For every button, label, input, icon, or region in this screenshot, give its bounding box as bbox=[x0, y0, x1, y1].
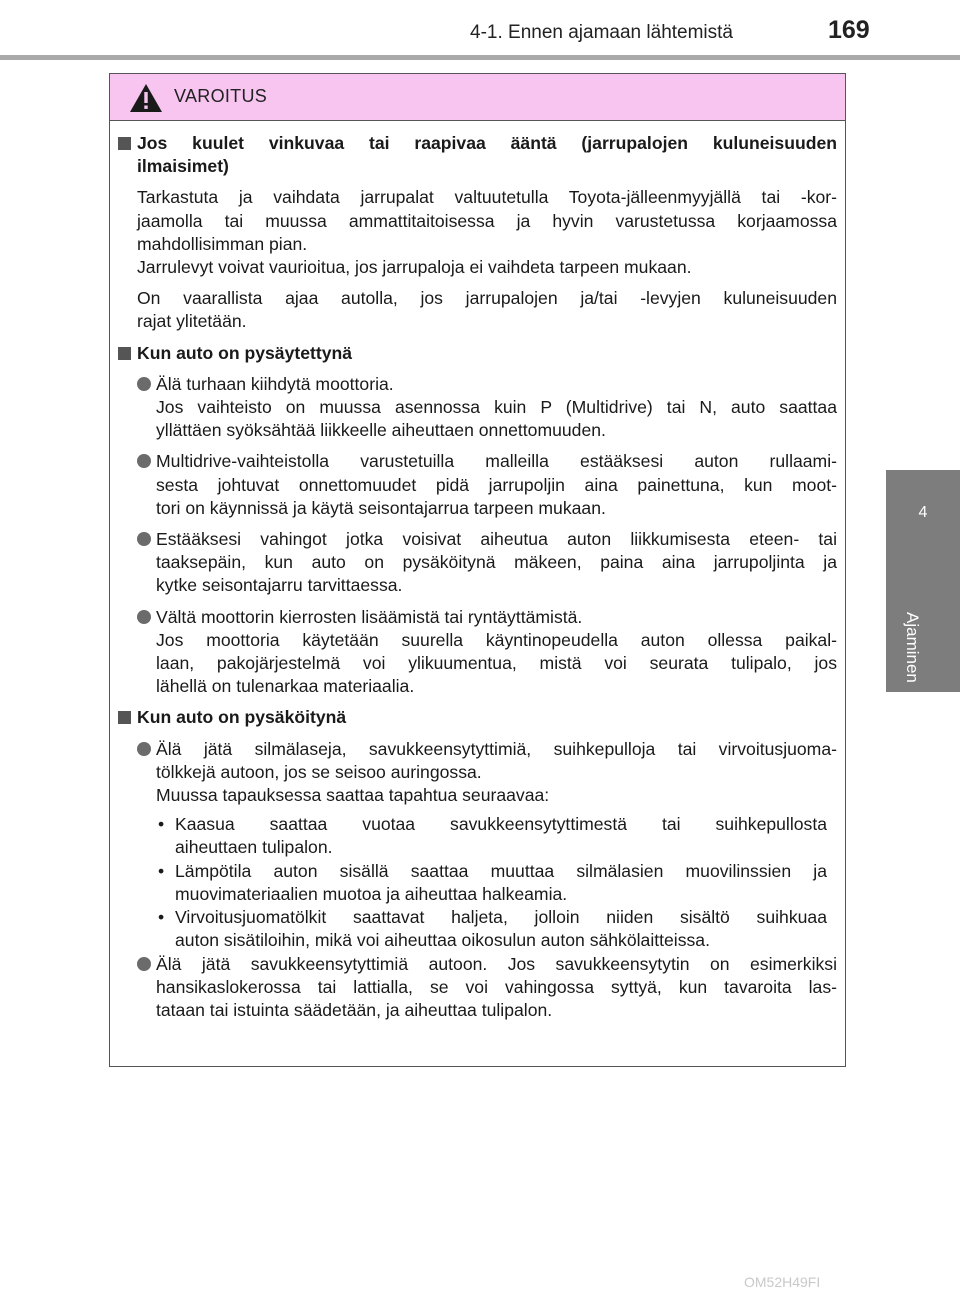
section-heading-parked: Kun auto on pysäköitynä bbox=[118, 706, 837, 729]
circle-bullet-icon bbox=[137, 377, 151, 391]
circle-bullet-icon bbox=[137, 532, 151, 546]
warning-header bbox=[110, 74, 845, 121]
dash-list-item: • Virvoitusjuomatölkit saattavat haljeta, jolloin niiden sisältö suihkuaa auton sisätiloihin, mikä voi aiheuttaa oikosulun auton sähkölaitteissa. bbox=[158, 907, 827, 951]
warning-box bbox=[109, 73, 846, 1067]
dash-bullet-icon: • bbox=[158, 814, 165, 835]
chapter-side-tab bbox=[886, 470, 960, 692]
dash-list bbox=[156, 813, 827, 952]
dash-list-item: • Lämpötila auton sisällä saattaa muuttaa silmälasien muovilinssien ja muovimateriaalien muotoa ja aiheuttaa halkeamia. bbox=[158, 860, 827, 904]
dash-bullet-icon: • bbox=[158, 860, 165, 881]
square-bullet-icon bbox=[118, 137, 131, 150]
list-item: Multidrive-vaihteistolla varustetuilla malleilla estääksesi auton rullaami- sesta johtuvat onnettomuudet pidä jarrupoljin aina painettuna, kun moot- tori on käynnissä ja käytä seisontajarrua tarpeen mukaan. bbox=[137, 450, 837, 520]
paragraph: Tarkastuta ja vaihdata jarrupalat valtuutetulla Toyota-jälleenmyyjällä tai -kor- jaamolla tai muussa ammattitaitoisessa ja hyvin varustetussa korjaamossa mahdollisimman pian. Jarrulevyt voivat vaurioitua, jos jarrupaloja ei vaihdeta tarpeen mukaan. bbox=[137, 187, 837, 278]
page-number: 169 bbox=[828, 16, 870, 44]
warning-content bbox=[110, 121, 845, 1022]
chapter-number: 4 bbox=[918, 504, 928, 521]
circle-bullet-icon bbox=[137, 454, 151, 468]
chapter-label: Ajaminen bbox=[903, 612, 922, 683]
dash-bullet-icon: • bbox=[158, 907, 165, 928]
list-item: Älä turhaan kiihdytä moottoria. Jos vaihteisto on muussa asennossa kuin P (Multidrive) tai N, auto saattaa yllättäen syöksähtää liikkeelle aiheuttaen onnettomuuden. bbox=[137, 373, 837, 443]
square-bullet-icon bbox=[118, 711, 131, 724]
page-header-title: 4-1. Ennen ajamaan lähtemistä bbox=[470, 22, 733, 43]
warning-triangle-icon bbox=[129, 83, 163, 113]
header-divider bbox=[0, 55, 960, 60]
warning-title: VAROITUS bbox=[174, 86, 268, 106]
section-heading-brake-pads: Jos kuulet vinkuvaa tai raapivaa ääntä (jarrupalojen kuluneisuuden ilmaisimet) bbox=[118, 132, 837, 178]
list-item: Estääksesi vahingot jotka voisivat aiheutua auton liikkumisesta eteen- tai taaksepäin, kun auto on pysäköitynä mäkeen, paina aina jarrupoljinta ja kytke seisontajarru tarvittaessa. bbox=[137, 528, 837, 598]
paragraph: On vaarallista ajaa autolla, jos jarrupalojen ja/tai -levyjen kuluneisuuden rajat ylitetään. bbox=[137, 288, 837, 332]
list-item: Vältä moottorin kierrosten lisäämistä tai ryntäyttämistä. Jos moottoria käytetään suurella käyntinopeudella auton ollessa paikal- laan, pakojärjestelmä voi ylikuumentua, mistä voi seurata tulipalo, jos lähellä on tulenarkaa materiaalia. bbox=[137, 606, 837, 699]
circle-bullet-icon bbox=[137, 957, 151, 971]
circle-bullet-icon bbox=[137, 610, 151, 624]
list-item: Älä jätä savukkeensytyttimiä autoon. Jos savukkeensytytin on esimerkiksi hansikaslokerossa tai lattialla, se voi vahingossa syttyä, kun tavaroita las- tataan tai istuinta säädetään, ja aiheuttaa tulipalon. bbox=[137, 953, 837, 1023]
section-heading-stopped: Kun auto on pysäytettynä bbox=[118, 342, 837, 365]
square-bullet-icon bbox=[118, 347, 131, 360]
list-item: Älä jätä silmälaseja, savukkeensytyttimiä, suihkepulloja tai virvoitusjuoma- tölkkejä autoon, jos se seisoo auringossa. Muussa tapauksessa saattaa tapahtua seuraavaa: bbox=[137, 738, 837, 808]
footer-site-watermark: OM52H49FI bbox=[744, 1274, 821, 1290]
dash-list-item: • Kaasua saattaa vuotaa savukkeensytyttimestä tai suihkepullosta aiheuttaen tulipalon. bbox=[158, 814, 827, 858]
circle-bullet-icon bbox=[137, 742, 151, 756]
